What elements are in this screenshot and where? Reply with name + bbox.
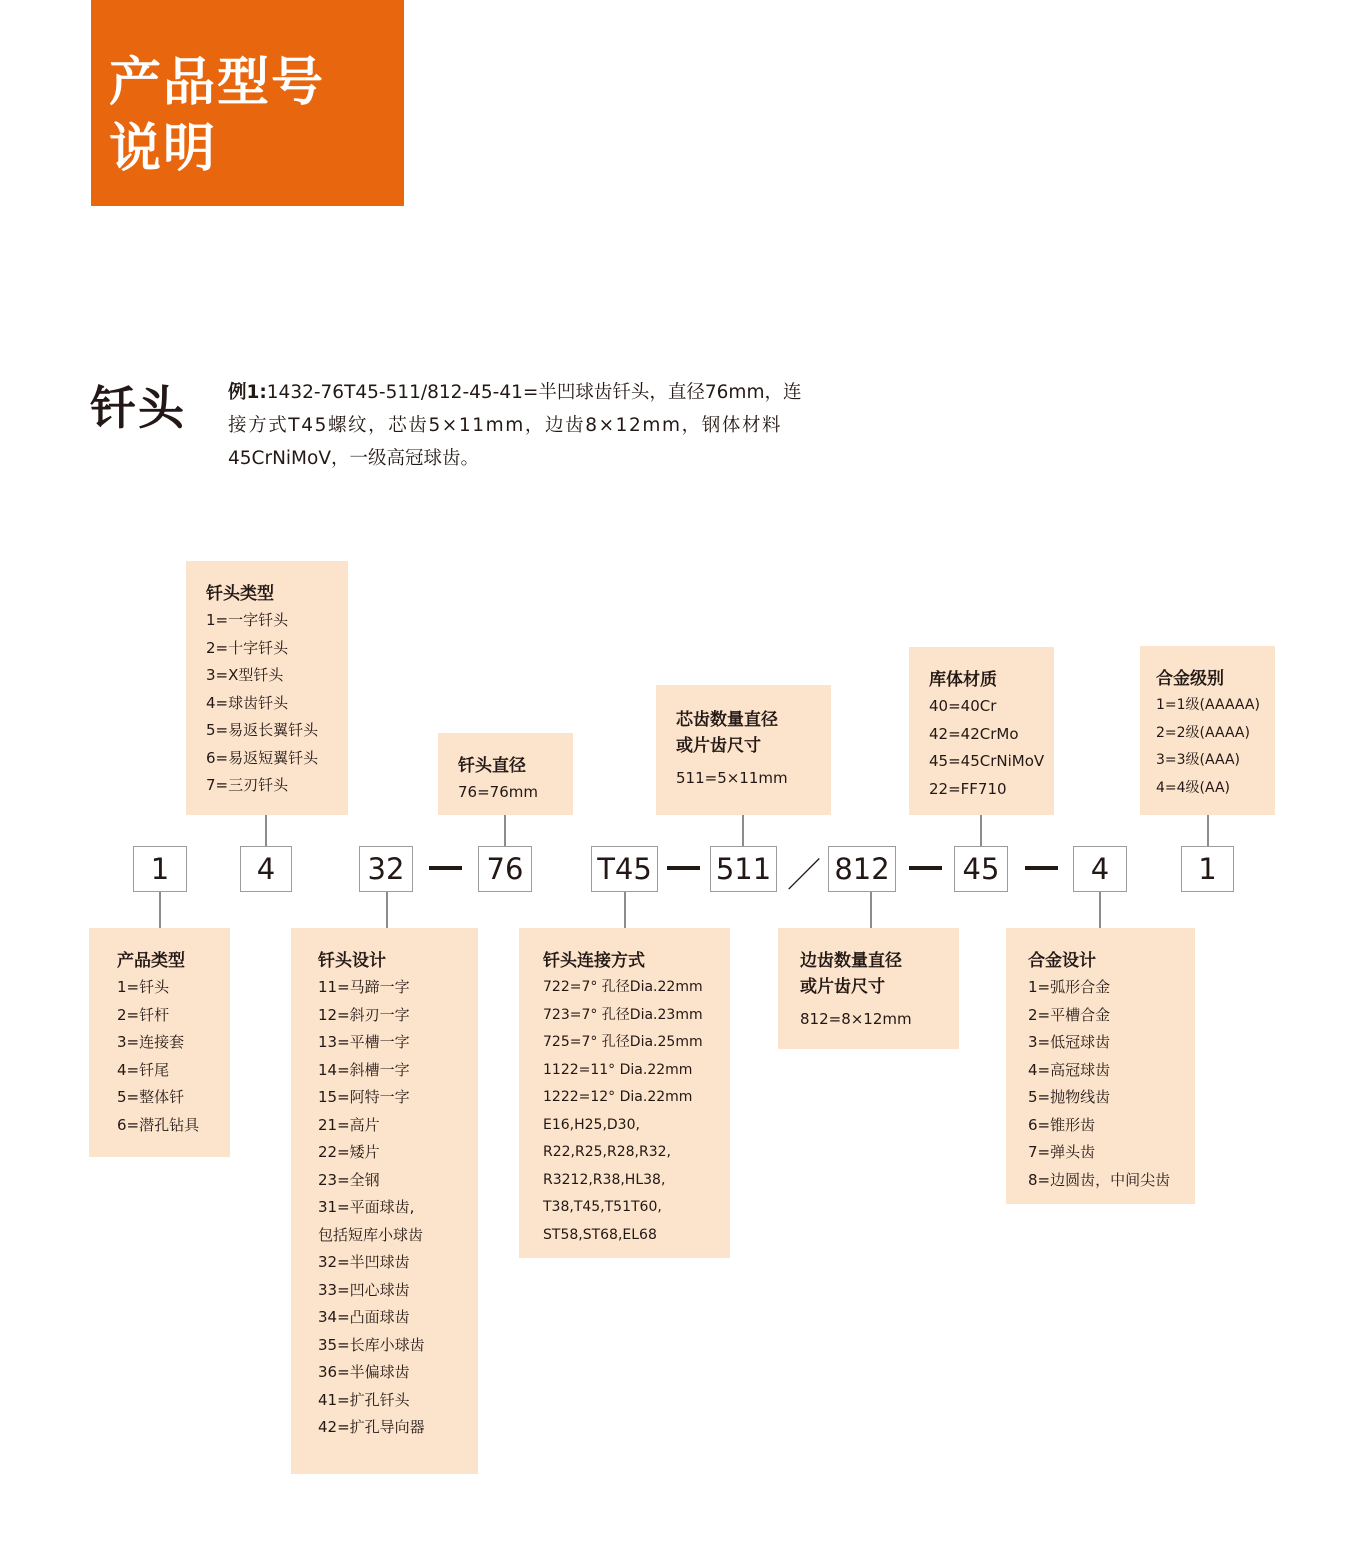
box-side-teeth [778,928,959,1049]
connector-line [980,815,982,846]
code-side-teeth: 812 [828,846,896,892]
box-title: 钎头直径 [458,756,526,776]
connector-line [265,815,267,846]
box-items [206,607,338,800]
code-alloy-design: 4 [1073,846,1127,892]
box-title: 钎头连接方式 [543,951,645,971]
box-bit-design [291,928,478,1474]
code-alloy-grade: 1 [1181,846,1234,892]
example-line3: 45CrNiMoV，一级高冠球齿。 [228,448,479,469]
box-item: 511=5×11mm [676,769,788,787]
code-bit-design: 32 [359,846,413,892]
box-item: 725=7° 孔径Dia.25mm [543,1034,703,1050]
example-line2: 接方式T45螺纹，芯齿5×11mm，边齿8×12mm，钢体材料 [228,415,783,436]
box-item: 812=8×12mm [800,1010,912,1028]
box-item: 45=45CrNiMoV [929,752,1045,770]
box-items [800,1006,949,1034]
box-body-material [909,647,1054,815]
separator-dash [429,866,462,870]
box-item: 21=高片 [318,1115,380,1134]
box-item: 包括短库小球齿 [318,1225,424,1244]
box-alloy-grade [1140,646,1275,815]
box-core-teeth [656,685,831,815]
box-item: 722=7° 孔径Dia.22mm [543,979,703,995]
box-item: 42=42CrMo [929,724,1019,743]
box-item: 1=弧形合金 [1028,978,1111,996]
separator-dash [667,866,700,870]
box-item: 5=抛物线齿 [1028,1088,1111,1106]
example-label: 例1: [228,382,267,403]
box-item: 723=7° 孔径Dia.23mm [543,1006,703,1023]
example-line1: 例1:1432-76T45-511/812-45-41=半凹球齿钎头，直径76mm，连 [228,382,802,403]
box-item: 5=整体钎 [117,1088,185,1106]
box-item: R3212,R38,HL38, [543,1171,666,1188]
header-banner [91,0,404,206]
box-item: 41=扩孔钎头 [318,1390,410,1409]
code-connection: T45 [591,846,658,892]
box-item: 31=平面球齿, [318,1198,415,1216]
box-item: 32=半凹球齿 [318,1253,410,1271]
box-item: 76=76mm [458,783,538,801]
box-item: 15=阿特一字 [318,1088,410,1106]
box-item: 4=球齿钎头 [206,693,289,712]
box-item: 11=马蹄一字 [318,978,410,996]
box-item: 5=易返长翼钎头 [206,721,319,739]
box-item: 6=锥形齿 [1028,1115,1096,1134]
box-item: ST58,ST68,EL68 [543,1226,657,1243]
box-items [929,693,1044,803]
box-item: 7=弹头齿 [1028,1143,1096,1161]
code-bit-type: 4 [240,846,292,892]
connector-line [159,892,161,928]
box-title-line1: 边齿数量直径 [800,951,902,971]
separator-dash [1025,866,1058,870]
box-item: 14=斜槽一字 [318,1060,410,1079]
connector-line [624,892,626,928]
box-title: 钎头类型 [206,584,274,604]
box-item: 12=斜刃一字 [318,1005,410,1024]
box-item: 13=平槽一字 [318,1033,410,1051]
box-item: 40=40Cr [929,697,997,715]
box-item: E16,H25,D30, [543,1116,640,1133]
box-item: T38,T45,T51T60, [543,1199,662,1215]
box-title: 钎头设计 [318,951,386,971]
box-item: 1=1级(AAAAA) [1156,697,1260,713]
box-title: 产品类型 [117,951,185,971]
box-item: 1122=11° Dia.22mm [543,1061,693,1078]
separator-dash [909,866,942,870]
box-item: 4=钎尾 [117,1060,170,1079]
box-item: 1=一字钎头 [206,611,289,629]
code-body-material: 45 [954,846,1008,892]
box-item: 22=矮片 [318,1143,380,1161]
box-item: 4=4级(AA) [1156,779,1231,796]
box-item: 6=易返短翼钎头 [206,748,319,767]
example-text [228,376,828,475]
box-item: 2=平槽合金 [1028,1005,1111,1024]
box-item: 2=2级(AAAA) [1156,724,1250,741]
box-product-type [89,928,230,1157]
box-alloy-design [1006,928,1195,1204]
box-item: 7=三刃钎头 [206,776,289,794]
box-item: 34=凸面球齿 [318,1308,410,1326]
box-item: 4=高冠球齿 [1028,1060,1111,1079]
box-items [117,974,220,1139]
box-item: 1=钎头 [117,978,170,996]
connector-line [870,892,872,928]
box-items [1156,692,1265,802]
box-item: 2=十字钎头 [206,638,289,657]
code-diameter: 76 [478,846,532,892]
page-title-line1: 产品型号 [109,53,326,113]
box-item: 8=边圆齿，中间尖齿 [1028,1170,1171,1189]
box-items [676,765,821,793]
box-items [543,974,720,1249]
box-item: 33=凹心球齿 [318,1280,410,1299]
code-product-type: 1 [133,846,187,892]
box-item: 22=FF710 [929,779,1007,798]
connector-line [386,892,388,928]
box-items [318,974,468,1442]
box-title-line2: 或片齿尺寸 [800,977,885,997]
box-items [1028,974,1185,1194]
section-title: 钎头 [90,381,186,435]
box-item: 23=全钢 [318,1170,380,1189]
box-bit-type [186,561,348,815]
box-item: 3=低冠球齿 [1028,1033,1111,1051]
page-title-line2: 说明 [109,119,218,179]
box-item: 3=3级(AAA) [1156,752,1240,768]
box-item: 42=扩孔导向器 [318,1418,425,1436]
connector-line [1207,815,1209,846]
box-items [458,779,563,807]
box-title: 库体材质 [929,670,997,690]
connector-line [504,815,506,846]
box-title: 合金级别 [1156,669,1224,689]
box-title-line1: 芯齿数量直径 [676,710,778,730]
connector-line [742,815,744,846]
connector-line [1099,892,1101,928]
box-item: 36=半偏球齿 [318,1363,410,1381]
box-item: 3=X型钎头 [206,666,284,684]
box-connection [519,928,730,1258]
box-diameter [438,733,573,815]
box-item: 3=连接套 [117,1033,185,1051]
box-item: R22,R25,R28,R32, [543,1144,671,1160]
box-item: 2=钎杆 [117,1005,170,1024]
box-item: 6=潜孔钻具 [117,1115,200,1134]
box-title: 合金设计 [1028,951,1096,971]
separator-slash: ／ [787,856,821,896]
box-title-line2: 或片齿尺寸 [676,736,761,756]
code-core-teeth: 511 [710,846,777,892]
box-item: 1222=12° Dia.22mm [543,1089,693,1105]
box-item: 35=长库小球齿 [318,1335,425,1354]
